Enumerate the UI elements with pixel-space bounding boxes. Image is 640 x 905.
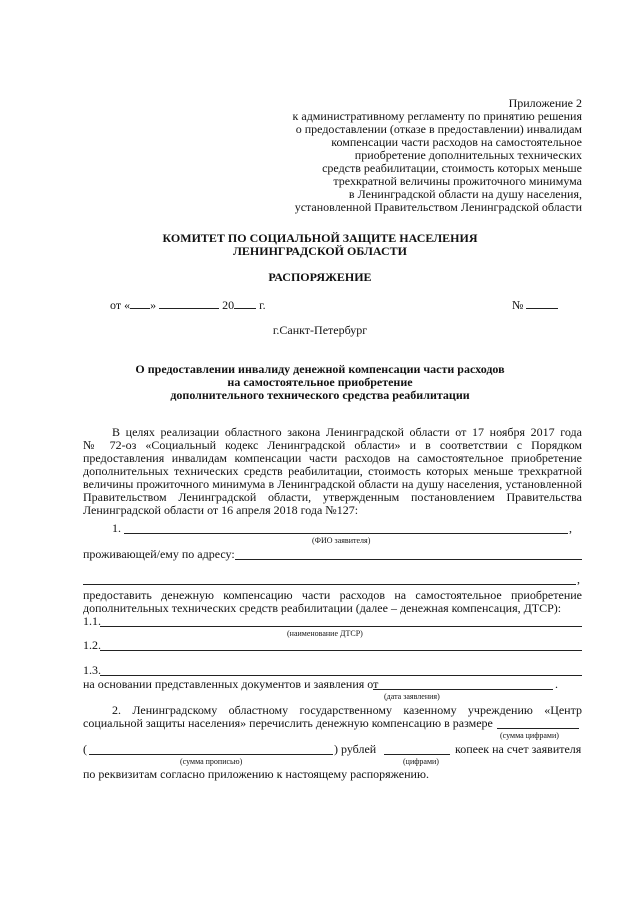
appendix-line: о предоставлении (отказе в предоставлении) инвалидам bbox=[295, 122, 582, 136]
doc-type-heading: РАСПОРЯЖЕНИЕ bbox=[268, 270, 372, 284]
item2-last-line: по реквизитам согласно приложению к настоящему распоряжению. bbox=[83, 767, 429, 781]
date-line bbox=[110, 297, 266, 312]
sub-item-1-1: 1.1. bbox=[83, 614, 101, 628]
address-field[interactable] bbox=[235, 559, 582, 560]
dtsr-field-3[interactable] bbox=[100, 675, 582, 676]
fio-comma: , bbox=[569, 521, 572, 535]
sum-words-field[interactable] bbox=[89, 754, 333, 755]
application-date-field[interactable] bbox=[373, 689, 553, 690]
appendix-line: приобретение дополнительных технических bbox=[354, 148, 582, 162]
address-field-2[interactable] bbox=[83, 584, 576, 585]
year-prefix: 20 bbox=[222, 298, 235, 312]
subject-line: дополнительного технического средства реабилитации bbox=[170, 388, 470, 402]
basis-text: на основании представленных документов и заявления от bbox=[83, 677, 379, 691]
appendix-line: установленной Правительством Ленинградской области bbox=[294, 200, 582, 214]
dtsr-caption: (наименование ДТСР) bbox=[287, 629, 363, 638]
intro-line: Ленинградской области от 16 апреля 2018 года №127: bbox=[83, 503, 359, 517]
day-blank[interactable] bbox=[130, 297, 150, 309]
item1-number: 1. bbox=[112, 521, 121, 535]
paren-open: ( bbox=[83, 742, 87, 756]
appendix-line: в Ленинградской области на душу населения, bbox=[348, 187, 582, 201]
committee-title: КОМИТЕТ ПО СОЦИАЛЬНОЙ ЗАЩИТЕ НАСЕЛЕНИЯ bbox=[162, 231, 478, 245]
item2-line: социальной защиты населения» перечислить денежную компенсацию в размере bbox=[83, 716, 493, 730]
appendix-line: трехкратной величины прожиточного минимума bbox=[333, 174, 582, 188]
date-from-label: от « bbox=[110, 298, 131, 312]
appendix-line: средств реабилитации, стоимость которых меньше bbox=[322, 161, 582, 175]
sum-digits-field[interactable] bbox=[497, 728, 579, 729]
date-caption: (дата заявления) bbox=[384, 692, 440, 701]
kopecks-field[interactable] bbox=[384, 754, 450, 755]
provide-line: дополнительных технических средств реабилитации (далее – денежная компенсация, ДТСР): bbox=[83, 601, 562, 615]
number-label: № bbox=[512, 298, 524, 312]
intro-line: В целях реализации областного закона Ленинградской области от 17 ноября 2017 года bbox=[112, 425, 582, 439]
appendix-title: Приложение 2 bbox=[508, 96, 582, 110]
number-blank[interactable] bbox=[526, 297, 558, 309]
month-blank[interactable] bbox=[159, 297, 219, 309]
appendix-line: к административному регламенту по принятию решения bbox=[292, 109, 582, 123]
rubles-label: ) рублей bbox=[334, 742, 377, 756]
fio-caption: (ФИО заявителя) bbox=[312, 536, 371, 545]
number-field bbox=[512, 297, 558, 312]
intro-line: № 72-оз «Социальный кодекс Ленинградской области» и в соответствии с Порядком bbox=[83, 438, 582, 452]
kopecks-label: копеек на счет заявителя bbox=[455, 742, 582, 756]
sum-words-caption: (сумма прописью) bbox=[180, 757, 243, 766]
date-quote-close: » bbox=[150, 298, 157, 312]
address-label: проживающей/ему по адресу: bbox=[83, 547, 235, 561]
item2-line: 2. Ленинградскому областному государственному казенному учреждению «Центр bbox=[112, 703, 582, 717]
intro-line: Правительством Ленинградской области, утвержденным постановлением Правительства bbox=[83, 490, 582, 504]
intro-line: предоставления инвалидам компенсации части расходов на самостоятельное приобретение bbox=[83, 451, 582, 465]
year-blank[interactable] bbox=[234, 297, 256, 309]
sub-item-1-3: 1.3. bbox=[83, 663, 101, 677]
committee-region: ЛЕНИНГРАДСКОЙ ОБЛАСТИ bbox=[232, 244, 408, 258]
sum-digits-caption: (сумма цифрами) bbox=[500, 731, 559, 740]
intro-line: величины прожиточного минимума в Ленинградской области на душу населения, установленной bbox=[83, 477, 582, 491]
subject-line: на самостоятельное приобретение bbox=[227, 375, 413, 389]
intro-line: дополнительных технических средств реабилитации, стоимость которых меньше трехкратной bbox=[83, 464, 582, 478]
appendix-line: компенсации части расходов на самостоятельное bbox=[331, 135, 582, 149]
subject-line: О предоставлении инвалиду денежной компенсации части расходов bbox=[135, 362, 505, 376]
address-comma: , bbox=[577, 572, 580, 586]
basis-end: . bbox=[555, 677, 558, 691]
city-label: г.Санкт-Петербург bbox=[272, 323, 368, 337]
dtsr-field-2[interactable] bbox=[100, 650, 582, 651]
year-suffix: г. bbox=[259, 298, 266, 312]
digits-caption: (цифрами) bbox=[403, 757, 439, 766]
fio-field[interactable] bbox=[124, 533, 568, 534]
dtsr-field-1[interactable] bbox=[100, 626, 582, 627]
provide-line: предоставить денежную компенсацию части расходов на самостоятельное приобретение bbox=[83, 588, 582, 602]
sub-item-1-2: 1.2. bbox=[83, 638, 101, 652]
